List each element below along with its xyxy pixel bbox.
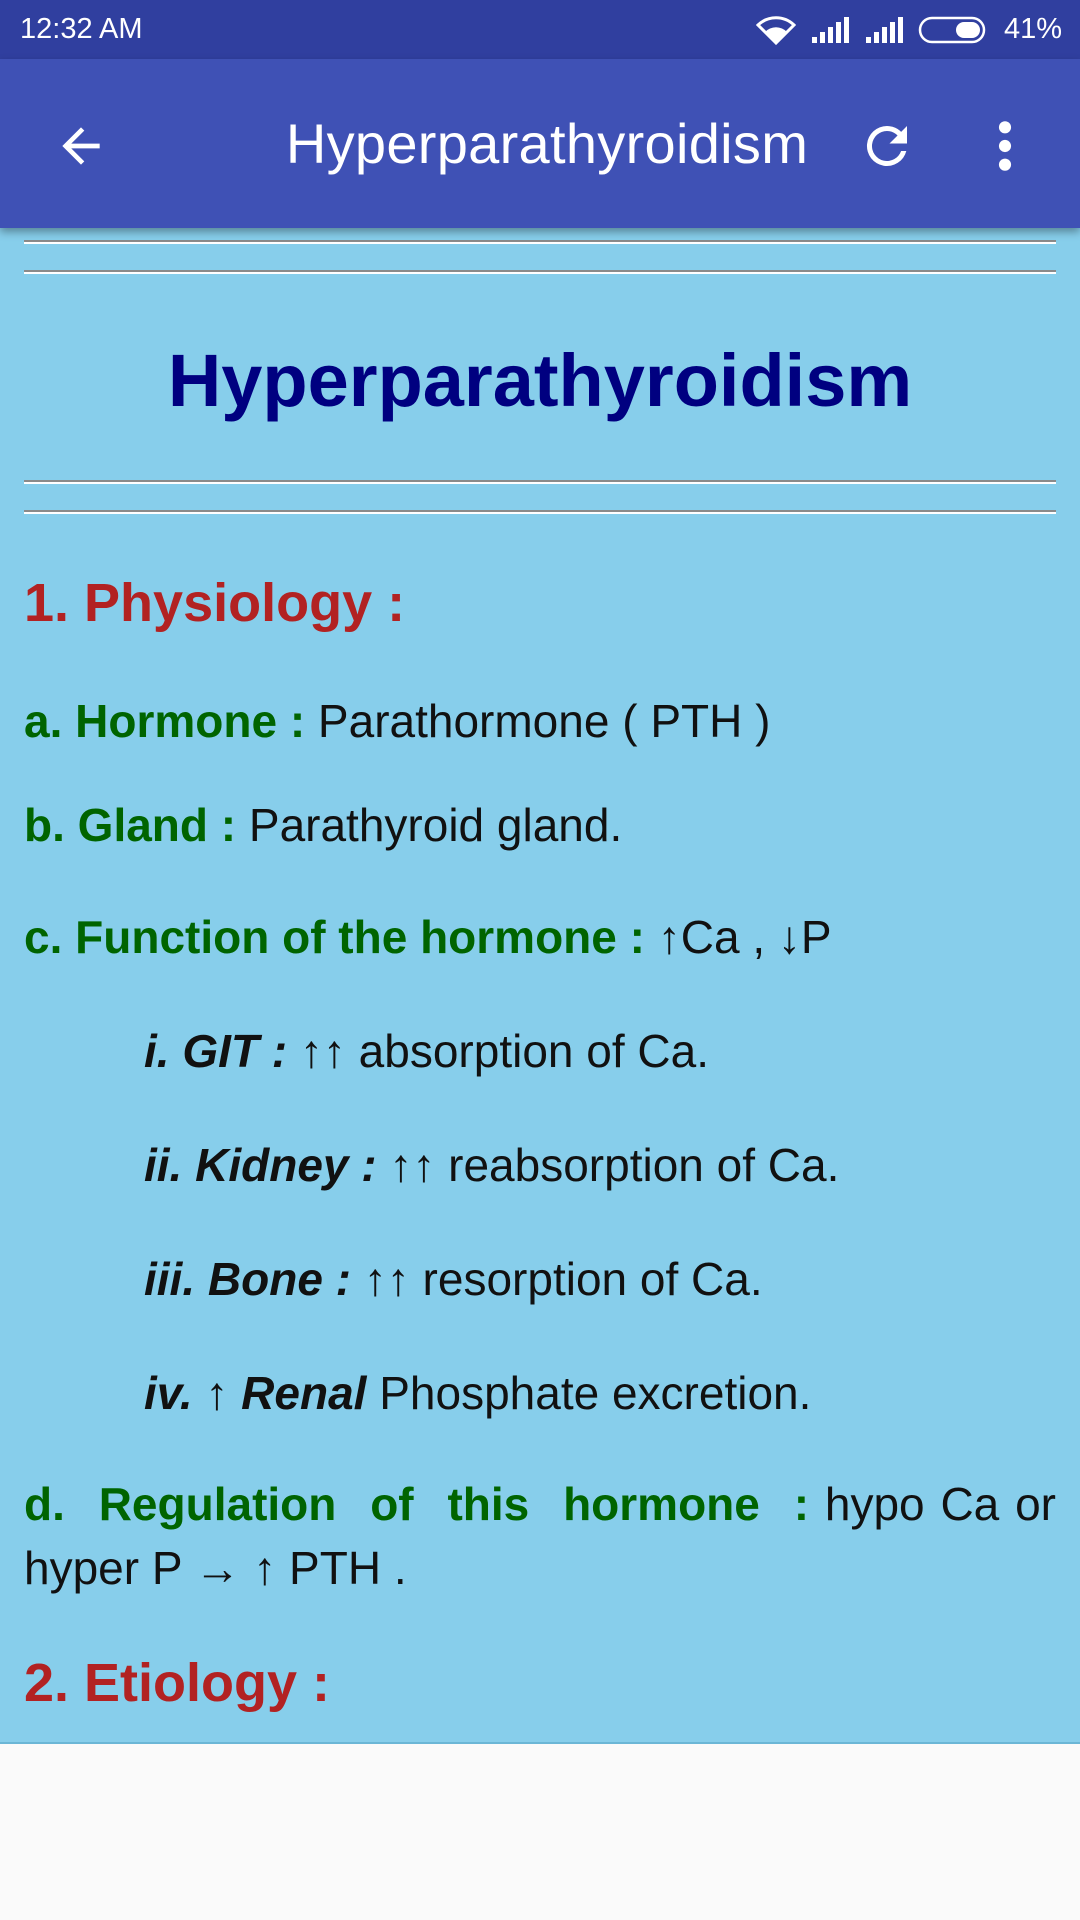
article-content[interactable]	[0, 228, 1080, 1744]
battery-percent: 41%	[1003, 13, 1062, 45]
hormone-label: a. Hormone :	[24, 695, 306, 747]
regulation-value: hypo Ca or hyper P → ↑ PTH .	[24, 1478, 1056, 1594]
refresh-icon	[857, 116, 917, 176]
divider	[24, 510, 1056, 514]
more-options-button[interactable]	[980, 111, 1030, 181]
function-label: c. Function of the hormone :	[24, 911, 645, 963]
status-bar	[0, 0, 1080, 59]
divider	[24, 480, 1056, 484]
function-line	[24, 910, 832, 964]
renal-line	[144, 1366, 811, 1420]
status-time: 12:32 AM	[20, 13, 143, 45]
renal-value: Phosphate excretion.	[366, 1367, 812, 1419]
battery-icon	[918, 15, 990, 45]
regulation-paragraph	[24, 1472, 1056, 1600]
more-vert-icon	[995, 118, 1015, 174]
status-icons	[756, 13, 1062, 46]
article-title: Hyperparathyroidism	[167, 339, 913, 422]
hormone-line	[24, 694, 770, 748]
section-heading-physiology: 1. Physiology :	[24, 573, 406, 633]
kidney-label: ii. Kidney :	[144, 1139, 377, 1191]
git-value: ↑↑ absorption of Ca.	[287, 1025, 709, 1077]
function-value: ↑Ca , ↓P	[644, 911, 832, 963]
refresh-button[interactable]	[852, 111, 922, 181]
git-line	[144, 1024, 709, 1078]
gland-line	[24, 798, 622, 852]
kidney-value: ↑↑ reabsorption of Ca.	[376, 1139, 840, 1191]
git-label: i. GIT :	[144, 1025, 288, 1077]
gland-value: Parathyroid gland.	[236, 799, 623, 851]
wifi-icon	[756, 15, 796, 45]
renal-label: iv. ↑ Renal	[144, 1367, 367, 1419]
hormone-value: Parathormone ( PTH )	[305, 695, 771, 747]
bone-label: iii. Bone :	[144, 1253, 351, 1305]
section-heading-etiology: 2. Etiology :	[24, 1653, 331, 1713]
kidney-line	[144, 1138, 839, 1192]
gland-label: b. Gland :	[24, 799, 237, 851]
signal-icon	[810, 15, 850, 45]
bone-line	[144, 1252, 763, 1306]
divider	[24, 240, 1056, 244]
app-bar	[0, 59, 1080, 228]
divider	[24, 270, 1056, 274]
app-bar-title: Hyperparathyroidism	[285, 112, 809, 175]
signal-icon	[864, 15, 904, 45]
bone-value: ↑↑ resorption of Ca.	[351, 1253, 763, 1305]
regulation-label: d. Regulation of this hormone :	[24, 1478, 810, 1530]
